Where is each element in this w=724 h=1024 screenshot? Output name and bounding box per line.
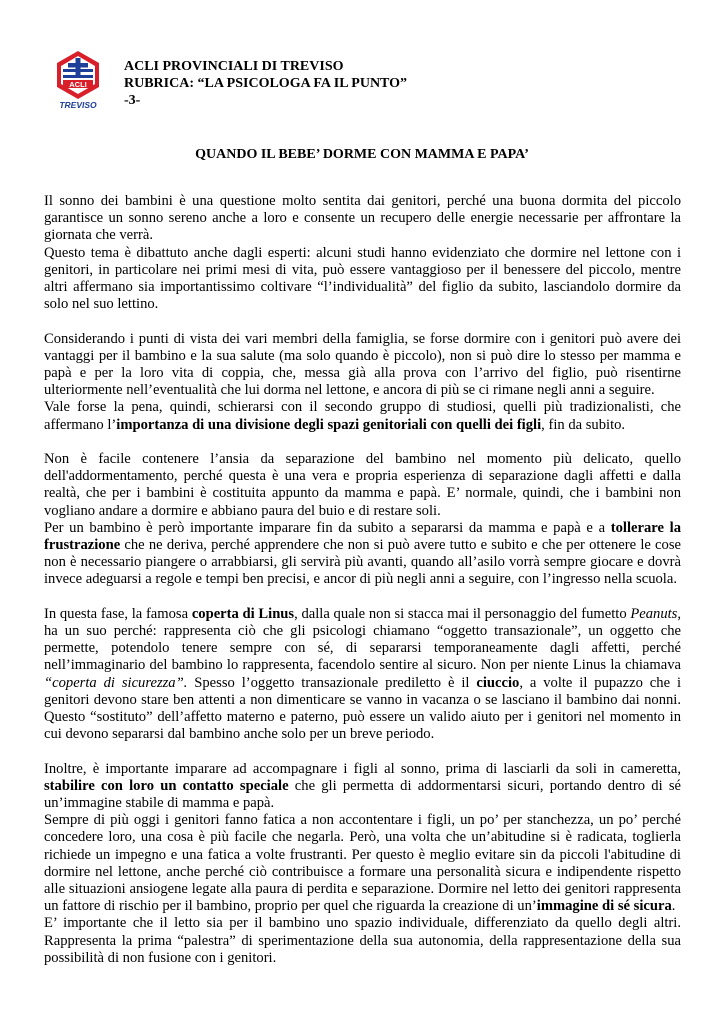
paragraph-5: Non è facile contenere l’ansia da separazione del bambino nel momento più delicato, quello dell'addormentamento, perché questa è una vera e propria esperienza di separazione dagli affetti e dalla realtà, che per i bambini è costituita appunto da mamma e papà. E’ normale, quindi, che i bambini non vogliano andare a dormire e abbiano paura del buio e di restare soli.: [44, 451, 681, 519]
emphasis-contatto-speciale: stabilire con loro un contatto speciale: [44, 777, 289, 794]
paragraph-7: In questa fase, la famosa coperta di Linus, dalla quale non si stacca mai il personaggio del fumetto Peanuts, ha un suo perché: rappresenta ciò che gli psicologi chiamano “oggetto transazionale”, un oggetto che permette, potendolo tenere sempre con sé, di separarsi temporaneamente dagli affetti, perché nell’immaginario del bambino lo rappresenta, facendolo sentire al sicuro. Non per niente Linus la chiamava “coperta di sicurezza”. Spesso l’oggetto transazionale prediletto è il ciuccio, a volte il pupazzo che i genitori devono stare ben attenti a non dimenticare se vanno in vacanza o se lasciano il bambino dai nonni. Questo “sostituto” dell’affetto materno e paterno, può essere un valido aiuto per i genitori nel momento in cui devono separarsi dal bambino anche solo per un breve periodo.: [44, 605, 682, 743]
emphasis-peanuts: Peanuts: [630, 605, 678, 622]
paragraph-2: Questo tema è dibattuto anche dagli esperti: alcuni studi hanno evidenziato che dormire nel lettone con i genitori, in particolare nei primi mesi di vita, può essere vantaggioso per il benessere del piccolo, mentre altri affermano sia importantissimo coltivare “l’individualità” del figlio da subito, lasciandolo dormire da solo nel suo lettino.: [44, 244, 681, 313]
paragraph-10: E’ importante che il letto sia per il bambino uno spazio individuale, differenziato da quello degli altri. Rappresenta la prima “palestra” di sperimentazione della sua autonomia, della rappresentazione della sua possibilità di non fusione con i genitori.: [44, 915, 681, 966]
header-issue-number: -3-: [124, 93, 141, 108]
article-title: QUANDO IL BEBE’ DORME CON MAMMA E PAPA’: [195, 147, 529, 162]
emphasis-coperta-linus: coperta di Linus: [191, 605, 295, 622]
emphasis-immagine-sicura: immagine di sé sicura: [536, 898, 672, 915]
logo-acli-text: ACLI: [69, 80, 87, 89]
emphasis-divisione-spazi: importanza di una divisione degli spazi genitoriali con quelli dei figli: [116, 416, 542, 433]
emphasis-coperta-sicurezza: “coperta di sicurezza”.: [44, 674, 188, 691]
logo-city-text: TREVISO: [59, 100, 97, 110]
acli-logo: [53, 49, 103, 111]
header-rubric: RUBRICA: “LA PSICOLOGA FA IL PUNTO”: [124, 76, 408, 91]
paragraph-6: Per un bambino è però importante imparare fin da subito a separarsi da mamma e papà e a tollerare la frustrazione che ne deriva, perché apprendere che non si può avere tutto e subito e che per ottenere le cose non è necessario piangere o arrabbiarsi, gli servirà più avanti, quando all’asilo vorrà sempre giocare e dovrà invece adeguarsi a regole e tempi ben precisi, e ancor di più negli anni a seguire, con l’ingresso nella scuola.: [44, 519, 681, 588]
emphasis-tollerare-frustrazione: tollerare la frustrazione: [44, 519, 681, 554]
paragraph-3: Considerando i punti di vista dei vari membri della famiglia, se forse dormire con i genitori può avere dei vantaggi per il bambino e la sua salute (ma solo quando è piccolo), non si può dire lo stesso per mamma e papà e per la loro vita di coppia, che, messa già alla prova con l’arrivo del figlio, può risentirne ulteriormente nell’eventualità che lui dorma nel lettone, e ancora di più se ci rimane negli anni a seguire.: [44, 330, 681, 399]
paragraph-1: Il sonno dei bambini è una questione molto sentita dai genitori, perché una buona dormita del piccolo garantisce un sonno sereno anche a loro e consente un recupero delle energie necessarie per affrontare la giornata che verrà.: [44, 193, 681, 244]
paragraph-9: Sempre di più oggi i genitori fanno fatica a non accontentare i figli, un po’ per stanchezza, un po’ perché concedere loro, una cosa è più facile che negarla. Però, una volta che un’abitudine si è radicata, toglierla richiede un impegno e una fatica a volte frustranti. Per questo è meglio evitare sin da piccoli l'abitudine di dormire nel lettone, anche perché ciò contribuisce a formare una personalità sicura e indipendente rispetto alle situazioni ansiogene legate alla paura di perdita e separazione. Dormire nel letto dei genitori rappresenta un fattore di rischio per il bambino, proprio per quel che riguarda la creazione di un’immagine di sé sicura.: [44, 812, 681, 915]
header-organization: ACLI PROVINCIALI DI TREVISO: [124, 59, 344, 74]
paragraph-8: Inoltre, è importante imparare ad accompagnare i figli al sonno, prima di lasciarli da soli in cameretta, stabilire con loro un contatto speciale che gli permetta di addormentarsi sicuri, portando dentro di sé un’immagine stabile di mamma e papà.: [44, 760, 682, 812]
article-body: [44, 193, 681, 967]
emphasis-ciuccio: ciuccio: [476, 674, 520, 691]
paragraph-4: Vale forse la pena, quindi, schierarsi con il secondo gruppo di studiosi, quelli più tradizionalisti, che affermano l’importanza di una divisione degli spazi genitoriali con quelli dei figli, fin da subito.: [44, 399, 681, 433]
